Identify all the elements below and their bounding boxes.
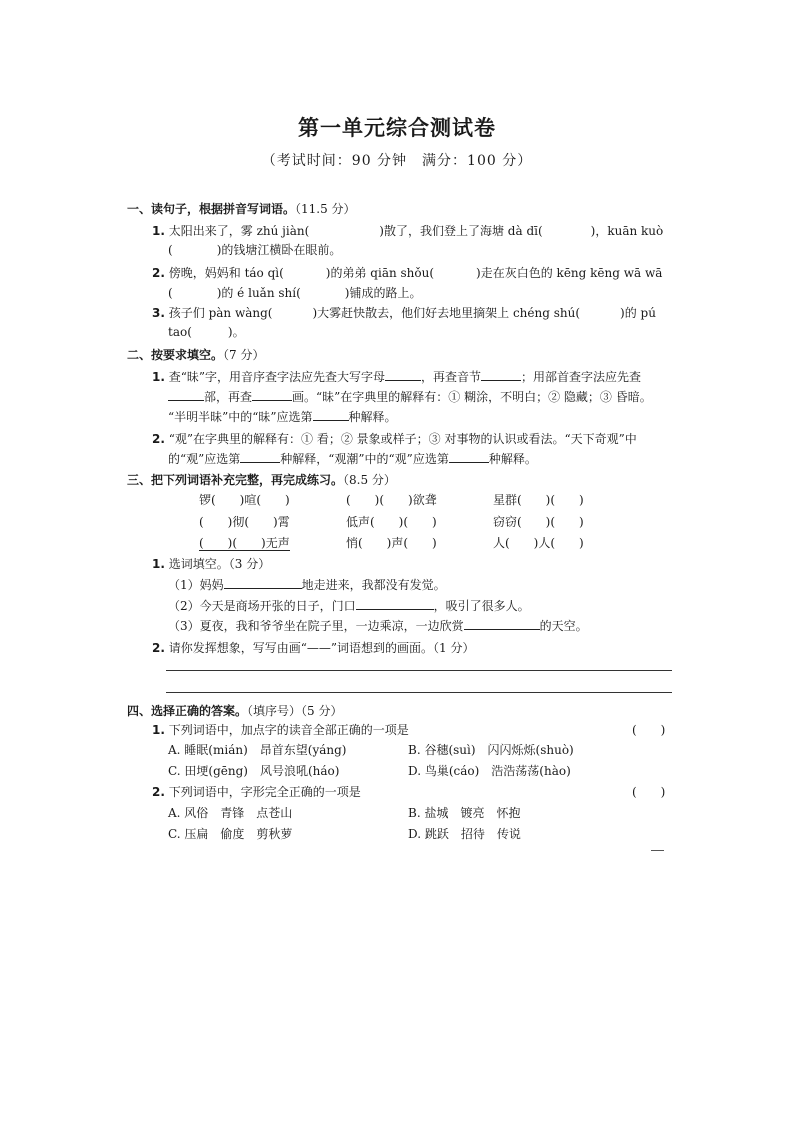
s1-q3-line2: tao( )。 [168,325,245,339]
exam-subtitle: （考试时间：90 分钟 满分：100 分） [261,153,533,169]
s1-q1-line1: 1. 太阳出来了，雾 zhú jiàn( )散了，我们登上了海塘 dà dī( )，kuān kuò [152,224,664,238]
section-4-heading: 四、选择正确的答案。（填序号）（5 分） [127,704,343,718]
answer-blank[interactable] [481,369,521,381]
word-item[interactable]: ( )彻( )霄 [199,515,290,529]
word-item[interactable]: 人( )人( ) [493,536,584,550]
option-c[interactable]: C. 田埂(gēng) 风号浪吼(háo) [168,764,340,778]
word-item[interactable]: 锣( )喧( ) [199,493,290,507]
option-d[interactable]: D. 鸟巢(cáo) 浩浩荡荡(hào) [408,764,571,778]
s2-q2-line1: 2. “观”在字典里的解释有：① 看；② 景象或样子；③ 对事物的认识或看法。“天下奇观”中 [152,432,637,446]
word-item-underlined[interactable]: ( )( )无声 [199,536,290,550]
answer-blank[interactable] [449,451,489,463]
s4-q2-stem: 2. 下列词语中，字形完全正确的一项是 [152,785,361,799]
answer-blank[interactable] [224,577,302,589]
s3-q2-heading: 2. 请你发挥想象，写写由画“——”词语想到的画面。（1 分） [152,641,475,655]
s2-q2-line2: 的“观”应选第 种解释，“观潮”中的“观”应选第 种解释。 [168,452,537,466]
word-item[interactable]: ( )( )欲聋 [346,493,437,507]
writing-line[interactable] [166,670,672,671]
answer-blank[interactable] [313,409,349,421]
s3-q1-item1: （1）妈妈 地走进来，我都没有发觉。 [168,578,446,592]
word-item[interactable]: 窃窃( )( ) [493,515,584,529]
answer-paren[interactable]: ( ) [632,785,666,799]
s3-q1-heading: 1. 选词填空。（3 分） [152,557,271,571]
option-b[interactable]: B. 盐城 镀亮 怀抱 [408,806,521,820]
s1-q1-line2: ( )的钱塘江横卧在眼前。 [168,243,342,257]
s3-q1-item3: （3）夏夜，我和爷爷坐在院子里，一边乘凉，一边欣赏 的天空。 [168,619,588,633]
answer-blank[interactable] [252,389,292,401]
answer-blank[interactable] [385,369,421,381]
s1-q2-line1: 2. 傍晚，妈妈和 táo qì( )的弟弟 qiān shǒu( )走在灰白色的 kēng kēng wā wā [152,266,663,280]
s2-q1-line1: 1. 查“昧”字，用音序查字法应先查大写字母 ，再查音节 ；用部首查字法应先查 [152,370,642,384]
answer-blank[interactable] [168,389,204,401]
exam-title: 第一单元综合测试卷 [298,116,496,140]
option-a[interactable]: A. 睡眠(mián) 昂首东望(yáng) [168,743,347,757]
option-c[interactable]: C. 压扁 偷度 剪秋萝 [168,827,293,841]
answer-blank[interactable] [356,598,434,610]
s1-q3-line1: 3. 孩子们 pàn wàng( )大雾赶快散去，他们好去地里摘架上 chéng shú( )的 pú [152,306,656,320]
answer-blank[interactable] [240,451,280,463]
answer-blank[interactable] [464,618,540,630]
word-item[interactable]: 悄( )声( ) [346,536,437,550]
page-divider-mark [651,850,664,851]
s3-q1-item2: （2）今天是商场开张的日子，门口 ，吸引了很多人。 [168,599,530,613]
section-1-heading: 一、读句子，根据拼音写词语。（11.5 分） [127,202,356,216]
section-2-heading: 二、按要求填空。（7 分） [127,348,265,362]
word-item[interactable]: 低声( )( ) [346,515,437,529]
s2-q1-line2: 部，再查 画。“昧”在字典里的解释有：① 糊涂，不明白；② 隐藏；③ 昏暗。 [168,388,652,405]
writing-line[interactable] [166,692,672,693]
option-b[interactable]: B. 谷穗(suì) 闪闪烁烁(shuò) [408,743,574,757]
s1-q2-line2: ( )的 é luǎn shí( )铺成的路上。 [168,286,422,300]
s2-q1-line3: “半明半昧”中的“昧”应选第 种解释。 [168,410,397,424]
word-item[interactable]: 星群( )( ) [493,493,584,507]
section-3-heading: 三、把下列词语补充完整，再完成练习。（8.5 分） [127,473,396,487]
answer-paren[interactable]: ( ) [632,723,666,737]
s4-q1-stem: 1. 下列词语中，加点字的读音全部正确的一项是 [152,723,409,737]
option-a[interactable]: A. 风俗 青锋 点苍山 [168,806,293,820]
option-d[interactable]: D. 跳跃 招待 传说 [408,827,521,841]
